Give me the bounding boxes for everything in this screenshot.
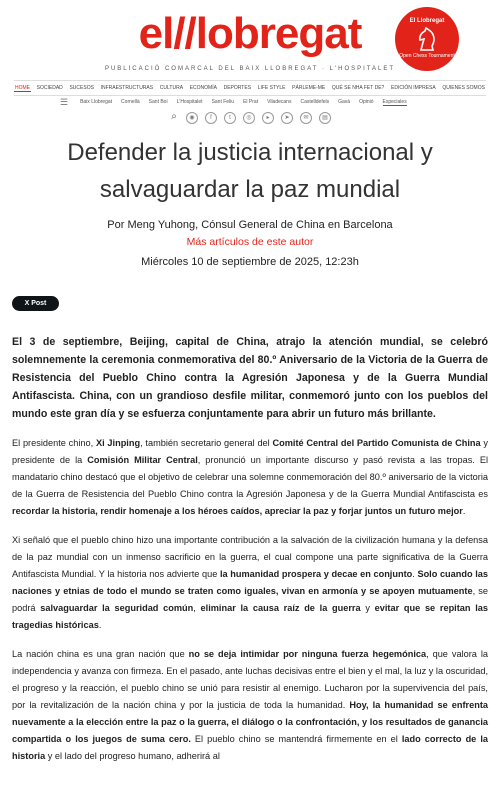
nav-edicion-impresa[interactable]: EDICIÓN IMPRESA [391, 85, 436, 91]
badge-subtitle: Open Chess Tournament [399, 53, 455, 59]
search-icon[interactable]: ⌕ [171, 111, 177, 122]
youtube-icon[interactable]: ▸ [262, 112, 274, 124]
nav-sant-boi[interactable]: Sant Boi [148, 99, 168, 105]
site-logo[interactable]: el//lobregat [138, 9, 362, 58]
rss-icon[interactable]: ◉ [186, 112, 198, 124]
article-byline: Por Meng Yuhong, Cónsul General de China en Barcelona [107, 219, 393, 231]
nav-home[interactable]: HOME [15, 84, 30, 91]
nav-el-prat[interactable]: El Prat [243, 99, 259, 105]
email-icon[interactable]: ✉ [300, 112, 312, 124]
nav-sucesos[interactable]: SUCESOS [69, 85, 94, 91]
article-paragraph-2: Xi señaló que el pueblo chino hizo una importante contribución a la salvación de la civilización humana y la defensa de la paz mundial con un inmenso sacrificio en la guerra, el cual compone una parte significativa de la Guerra Antifascista Mundial. Y la historia nos advierte que la humanidad prospera y decae en conjunto. Solo cuando las naciones y etnias de todo el mundo se traten como iguales, vivan en armonía y se apoyen mutuamente, se podrá salvaguardar la seguridad común, eliminar la causa raíz de la guerra y evitar que se repitan las tragedias históricas. [12, 535, 489, 630]
nav-que-se-nha-fet[interactable]: QUÉ SE NHA FET DE? [331, 85, 385, 91]
nav-gava[interactable]: Gavà [338, 99, 351, 105]
nav-viladecans[interactable]: Viladecans [267, 99, 292, 105]
nav-life-style[interactable]: LIFE STYLE [257, 85, 286, 91]
nav-sociedad[interactable]: SOCIEDAD [36, 85, 63, 91]
nav-parleme[interactable]: PÁRLEME-ME [292, 85, 326, 91]
chess-tournament-badge[interactable] [395, 7, 459, 71]
nav-hospitalet[interactable]: L'Hospitalet [176, 99, 203, 105]
nav-especiales[interactable]: Especiales [382, 98, 407, 105]
telegram-icon[interactable]: ➤ [281, 112, 293, 124]
chess-knight-icon [413, 25, 441, 53]
article-lead: El 3 de septiembre, Beijing, capital de China, atrajo la atención mundial, se celebró solemnemente la ceremonia conmemorativa del 80.º Aniversario de la Victoria de la Guerra de Resistencia del Pueblo Chino contra la Agresión Japonesa y de la Guerra Mundial Antifascista. China, con un grandioso desfile militar, conmemoró junto con los pueblos del mundo este gran día y se esfuerza conjuntamente para abrir un futuro más brillante. [12, 336, 488, 420]
badge-title: El Llobregat [409, 18, 445, 24]
social-bar [0, 112, 500, 124]
nav-sant-feliu[interactable]: Sant Feliu [211, 99, 235, 105]
nav-cultura[interactable]: CULTURA [159, 85, 184, 91]
nav-opinio[interactable]: Opinió [359, 99, 374, 105]
nav-infraestructuras[interactable]: INFRAESTRUCTURAS [100, 85, 154, 91]
more-articles-link[interactable]: Más artículos de este autor [186, 236, 314, 248]
hamburger-menu-icon[interactable]: ☰ [60, 96, 69, 107]
nav-economia[interactable]: ECONOMÍA [189, 85, 217, 91]
twitter-icon[interactable]: t [224, 112, 236, 124]
article-title: Defender la justicia internacional y salvaguardar la paz mundial [67, 139, 433, 203]
instagram-icon[interactable]: ◎ [243, 112, 255, 124]
article-paragraph-1: El presidente chino, Xi Jinping, también secretario general del Comité Central del Partido Comunista de China y presidente de la Comisión Militar Central, pronunció un importante discurso y pasó revista a las tropas. El mandatario chino destacó que el objetivo de celebrar una solemne conmemoración del 80.º aniversario de la victoria de la Guerra de Resistencia del Pueblo Chino contra la Agresión Japonesa y de la Guerra Mundial Antifascista es recordar la historia, rendir homenaje a los héroes caídos, apreciar la paz y forjar juntos un futuro mejor. [12, 438, 489, 516]
secondary-nav [60, 96, 407, 108]
article-body [12, 333, 488, 777]
site-tagline: PUBLICACIÓ COMARCAL DEL BAIX LLOBREGAT · L'HOSPITALET [104, 66, 396, 72]
nav-castelldefels[interactable]: Castelldefels [300, 99, 330, 105]
article-paragraph-3: La nación china es una gran nación que no se deja intimidar por ninguna fuerza hegemónica, que valora la independencia y avanza con firmeza. En el pasado, ante luchas decisivas entre el bien y el mal, la luz y la oscuridad, el progreso y la reacción, el pueblo chino se unió para resistir al enemigo. Lucharon por la supervivencia del país, por la revitalización de la nación china y por la justicia de toda la humanidad. Hoy, la humanidad se enfrenta nuevamente a la elección entre la paz o la guerra, el diálogo o la confrontación, y los resultados de ganancia compartida o los juegos de suma cero. El pueblo chino se mantendrá firmemente en el lado correcto de la historia y el lado del progreso humano, adherirá al [12, 649, 488, 761]
nav-quienes-somos[interactable]: QUIENES SOMOS [442, 85, 485, 91]
nav-baix-llobregat[interactable]: Baix Llobregat [80, 99, 113, 105]
nav-cornella[interactable]: Cornellà [121, 99, 140, 105]
site-header [0, 0, 500, 80]
article-date: Miércoles 10 de septiembre de 2025, 12:23h [141, 256, 359, 268]
nav-deportes[interactable]: DEPORTES [223, 85, 252, 91]
x-post-button[interactable]: X Post [12, 296, 59, 311]
primary-nav [14, 80, 486, 96]
facebook-icon[interactable]: f [205, 112, 217, 124]
newspaper-icon[interactable]: ▤ [319, 112, 331, 124]
